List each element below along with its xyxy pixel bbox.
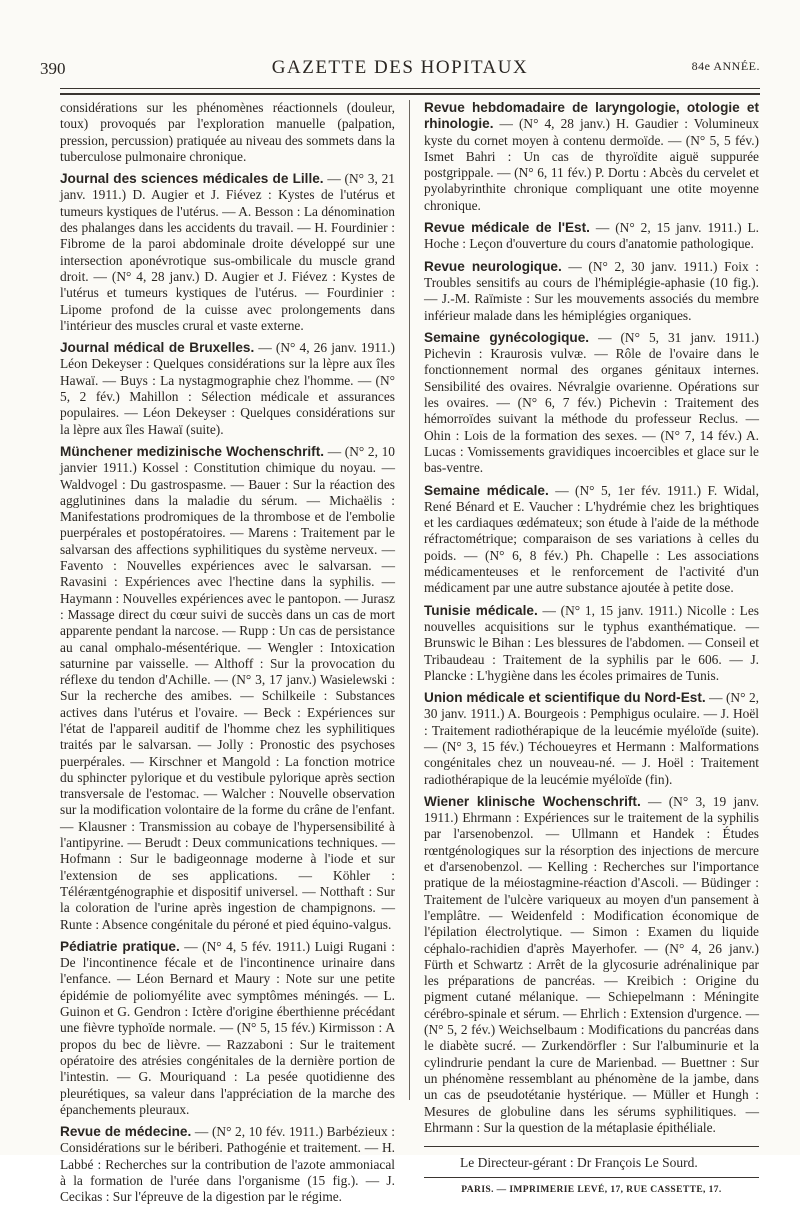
- review-entry: [60, 444, 395, 933]
- review-text: — (N° 4, 28 janv.) H. Gaudier : Volumineux kyste du cornet moyen à contenu dermoïde. — (N° 5, 5 fév.) Ismet Bahri : Un cas de thyroïdite aiguë suppurée postgrippale. — (N° 6, 11 fév.) P. Dortu : Abcès du cervelet et pyolabyrinthite chronique compliquant une otite moyenne chronique.: [424, 116, 759, 213]
- review-text: — (N° 4, 5 fév. 1911.) Luigi Rugani : De l'incontinence fécale et de l'incontinence urinaire dans l'enfance. — Léon Bernard et Maury : Note sur une petite épidémie de poliomyélite avec symptômes méningés. — L. Guinon et G. Gendron : Ictère d'origine éberthienne précédant une fièvre typhoïde normale. — (N° 5, 15 fév.) Kirmisson : A propos du bec de lièvre. — Razzaboni : Sur le traitement opératoire des atrésies congénitales de la dernière portion de l'intestin. — G. Mouriquand : La pesée quotidienne des pleurétiques, sa valeur dans l'appréciation de la marche des épanchements pleuraux.: [60, 938, 395, 1117]
- review-text: — (N° 5, 1er fév. 1911.) F. Widal, René Bénard et E. Vaucher : L'hydrémie chez les brightiques et les cardiaques œdémateux; son étude à l'aide de la méthode réfractométrique; comparaison de ses variations à celles du poids. — (N° 6, 8 fév.) Ph. Chapelle : Les associations médicamenteuses et le renforcement de l'activité d'un médicament par une autre substance ajoutée à petite dose.: [424, 482, 759, 596]
- review-title: Revue de médecine.: [60, 1124, 192, 1140]
- review-entry: [424, 259, 759, 324]
- review-title: Pédiatrie pratique.: [60, 938, 180, 954]
- review-title: Revue hebdomadaire de laryngologie, otologie et rhinologie.: [424, 100, 759, 132]
- review-entry: [60, 340, 395, 438]
- review-title: Semaine gynécologique.: [424, 329, 590, 345]
- page-footer: [424, 1146, 759, 1199]
- review-entry: [424, 483, 759, 597]
- column-divider: [409, 100, 410, 1100]
- page-header: [40, 55, 760, 85]
- left-column: [60, 100, 395, 1212]
- review-text: — (N° 3, 19 janv. 1911.) Ehrmann : Expériences sur le traitement de la syphilis par l'arsenobenzol. — Ullmann et Handek : Études rœntgénologiques sur la résorption des injections de mercure et d'arsenobenzol. — Kelling : Recherches sur l'importance pratique de la méiostagmine-réaction d'Ascoli. — Büdinger : Traitement de l'ulcère variqueux au moyen d'un pansement à l'emplâtre. — Weidenfeld : Modification économique de l'épilation électrolytique. — Simon : Examen du liquide céphalo-rachidien d'après Mayerhofer. — (N° 4, 26 janv.) Fürth et Schwartz : Arrêt de la glycosurie adrénalinique par les préparations de pancréas. — Kreibich : Origine du pigment cutané mélanique. — Schiepelmann : Méningite cérébro-spinale et sérum. — Ehrlich : Extension d'urgence. — (N° 5, 2 fév.) Weichselbaum : Modifications du pancréas dans le diabète sucré. — Zurkendörfler : Sur l'albuminurie et la cylindrurie pendant la cure de Marienbad. — Buettner : Sur un phénomène ressemblant au phénomène de la jambe, dans un cas de pseudotétanie hystérique. — Müller et Hungh : Mesures de globuline dans les sérums syphilitiques. — Ehrmann : Sur la question de la métaplasie épithéliale.: [424, 793, 759, 1135]
- review-entry: [60, 1124, 395, 1205]
- editor-signature: Le Directeur-gérant : Dr François Le Sourd.: [460, 1155, 698, 1171]
- review-text: — (N° 2, 10 janvier 1911.) Kossel : Constitution chimique du noyau. — Waldvogel : Du gastrospasme. — Bauer : Sur la réaction des agglutinines dans la maladie du sérum. — Michaëlis : Manifestations prodromiques de la thrombose et de l'embolie puerpérales et postopératoires. — Marens : Traitement par le salvarsan des affections syphilitiques du système nerveux. — Favento : Nouvelles expériences avec le salvarsan. — Ravasini : Expériences avec l'hectine dans la syphilis. — Haymann : Nouvelles expériences avec le pantopon. — Jurasz : Massage direct du cœur suivi de succès dans un cas de mort apparente pendant la narcose. — Rupp : Un cas de persistance au canal omphalo-mésentérique. — Wengler : Intoxication saturnine par vaisselle. — Althoff : Sur la provocation du réflexe du tendon d'Achille. — (N° 3, 17 janv.) Wasielewski : Sur la recherche des amibes. — Schilkeile : Substances actives dans l'utérus et l'ovaire. — Beck : Expériences sur l'état de l'appareil auditif de l'homme chez les syphilitiques traités par le salvarsan. — Jolly : Pronostic des psychoses puerpérales. — Kirschner et Mangold : La fonction motrice du sphincter pylorique et du vestibule pylorique après section transversale de l'estomac. — Walcher : Nouvelle observation sur la modification volontaire de la forme du crâne de l'enfant. — Klausner : Transmission au cobaye de l'hypersensibilité à l'antipyrine. — Berudt : Deux communications techniques. — Hofmann : Sur le badigeonnage moderne à l'iode et sur l'extension de ses applications. — Köhler : Téléræntgénographie et dispositif universel. — Notthaft : Sur la coloration de l'urine après ingestion de champignons. — Runte : Absence congénitale du péroné et pied équino-valgus.: [60, 443, 395, 932]
- page-number: 390: [40, 59, 66, 78]
- header-rule-thin: [60, 88, 760, 89]
- review-entry: [60, 939, 395, 1118]
- review-text: — (N° 2, 30 janv. 1911.) A. Bourgeois : Pemphigus oculaire. — J. Hoël : Traitement radiothérapique de la leucémie myéloïde (suite). — (N° 3, 15 fév.) Téchoueyres et Hermann : Malformations congénitales chez un nouveau-né. — J. Hoël : Traitement radiothérapique de la leucémie myéloïde (fin).: [424, 690, 759, 787]
- footer-rule: [424, 1177, 759, 1178]
- review-title: Journal médical de Bruxelles.: [60, 340, 255, 356]
- review-entry: [60, 171, 395, 334]
- right-column: [424, 100, 759, 1199]
- review-title: Semaine médicale.: [424, 482, 549, 498]
- review-entry: [424, 220, 759, 253]
- review-text: — (N° 1, 15 janv. 1911.) Nicolle : Les nouvelles acquisitions sur le typhus exanthématique. — Brunswic le Bihan : Les blessures de l'abdomen. — Conseil et Tribaudeau : Traitement de la syphilis par le 606. — J. Plancke : L'hygiène dans les écoles primaires de Tunis.: [424, 602, 759, 683]
- review-title: Wiener klinische Wochenschrift.: [424, 793, 641, 809]
- review-text: — (N° 2, 10 fév. 1911.) Barbézieux : Considérations sur le bériberi. Pathogénie et traitement. — H. Labbé : Recherches sur la contribution de l'azote ammoniacal à la formation de l'urée dans l'organisme (15 fig.). — J. Cecikas : Sur l'épreuve de la digestion par le régime.: [60, 1124, 395, 1205]
- review-title: Revue médicale de l'Est.: [424, 220, 590, 236]
- printer-imprint: PARIS. — IMPRIMERIE LEVÉ, 17, RUE CASSETTE, 17.: [461, 1185, 722, 1196]
- journal-title: GAZETTE DES HOPITAUX: [271, 57, 529, 78]
- review-text: — (N° 2, 30 janv. 1911.) Foix : Troubles sensitifs au cours de l'hémiplégie-aphasie (10 fig.). — J.-M. Raïmiste : Sur les mouvements associés du membre inférieur malade dans les hémiplégies organiques.: [424, 258, 759, 323]
- review-entry: [424, 100, 759, 214]
- review-text: — (N° 4, 26 janv. 1911.) Léon Dekeyser : Quelques considérations sur la lèpre aux îles Hawaï. — Buys : La nystagmographie chez l'homme. — (N° 5, 2 fév.) Mahillon : Sélection médicale et assurances populaires. — Léon Dekeyser : Quelques considérations sur la lèpre aux îles Hawaï (suite).: [60, 340, 395, 437]
- review-entry: [424, 690, 759, 788]
- review-title: Journal des sciences médicales de Lille.: [60, 171, 324, 187]
- review-title: Münchener medizinische Wochenschrift.: [60, 443, 325, 459]
- review-title: Tunisie médicale.: [424, 602, 538, 618]
- review-title: Union médicale et scientifique du Nord-Est.: [424, 690, 706, 706]
- review-entry: [424, 794, 759, 1136]
- review-text: — (N° 2, 15 janv. 1911.) L. Hoche : Leçon d'ouverture du cours d'anatomie pathologique.: [424, 220, 760, 252]
- review-text: — (N° 5, 31 janv. 1911.) Pichevin : Kraurosis vulvæ. — Rôle de l'ovaire dans le fonctionnement normal des organes génitaux internes. Sensibilité des ovaires. Névralgie ovarienne. Opérations sur les ovaires. — (N° 6, 7 fév.) Pichevin : Traitement des hémorroïdes suivant la méthode du professeur Reclus. — Ohin : Lois de la formation des sexes. — (N° 7, 14 fév.) A. Lucas : Vomissements gravidiques incoercibles et glace sur le bas-ventre.: [424, 329, 760, 476]
- review-text: — (N° 3, 21 janv. 1911.) D. Augier et J. Fiévez : Kystes de l'utérus et tumeurs kystiques de l'utérus. — A. Besson : La dénomination des phalanges dans les accidents du travail. — H. Fourdinier : Fibrome de la paroi abdominale droite développé sur une intersection aponévrotique sus-ombilicale du muscle grand droit. — (N° 4, 28 janv.) D. Augier et J. Fiévez : Kystes de l'utérus et tumeurs kystiques de l'utérus. — Fourdinier : Lipome profond de la cuisse avec prolongements dans l'intérieur des muscles crural et vaste externe.: [60, 171, 395, 333]
- header-rule-thick: [60, 93, 760, 95]
- review-entry: [424, 603, 759, 684]
- review-entry: [424, 330, 759, 477]
- intro-paragraph: considérations sur les phénomènes réactionnels (douleur, toux) provoqués par l'exploration manuelle (palpation, pression, percussion) pratiquée au niveau des sommets dans la tuberculose pulmonaire chronique.: [60, 100, 395, 164]
- review-title: Revue neurologique.: [424, 258, 562, 274]
- year-label: 84e ANNÉE.: [691, 59, 760, 73]
